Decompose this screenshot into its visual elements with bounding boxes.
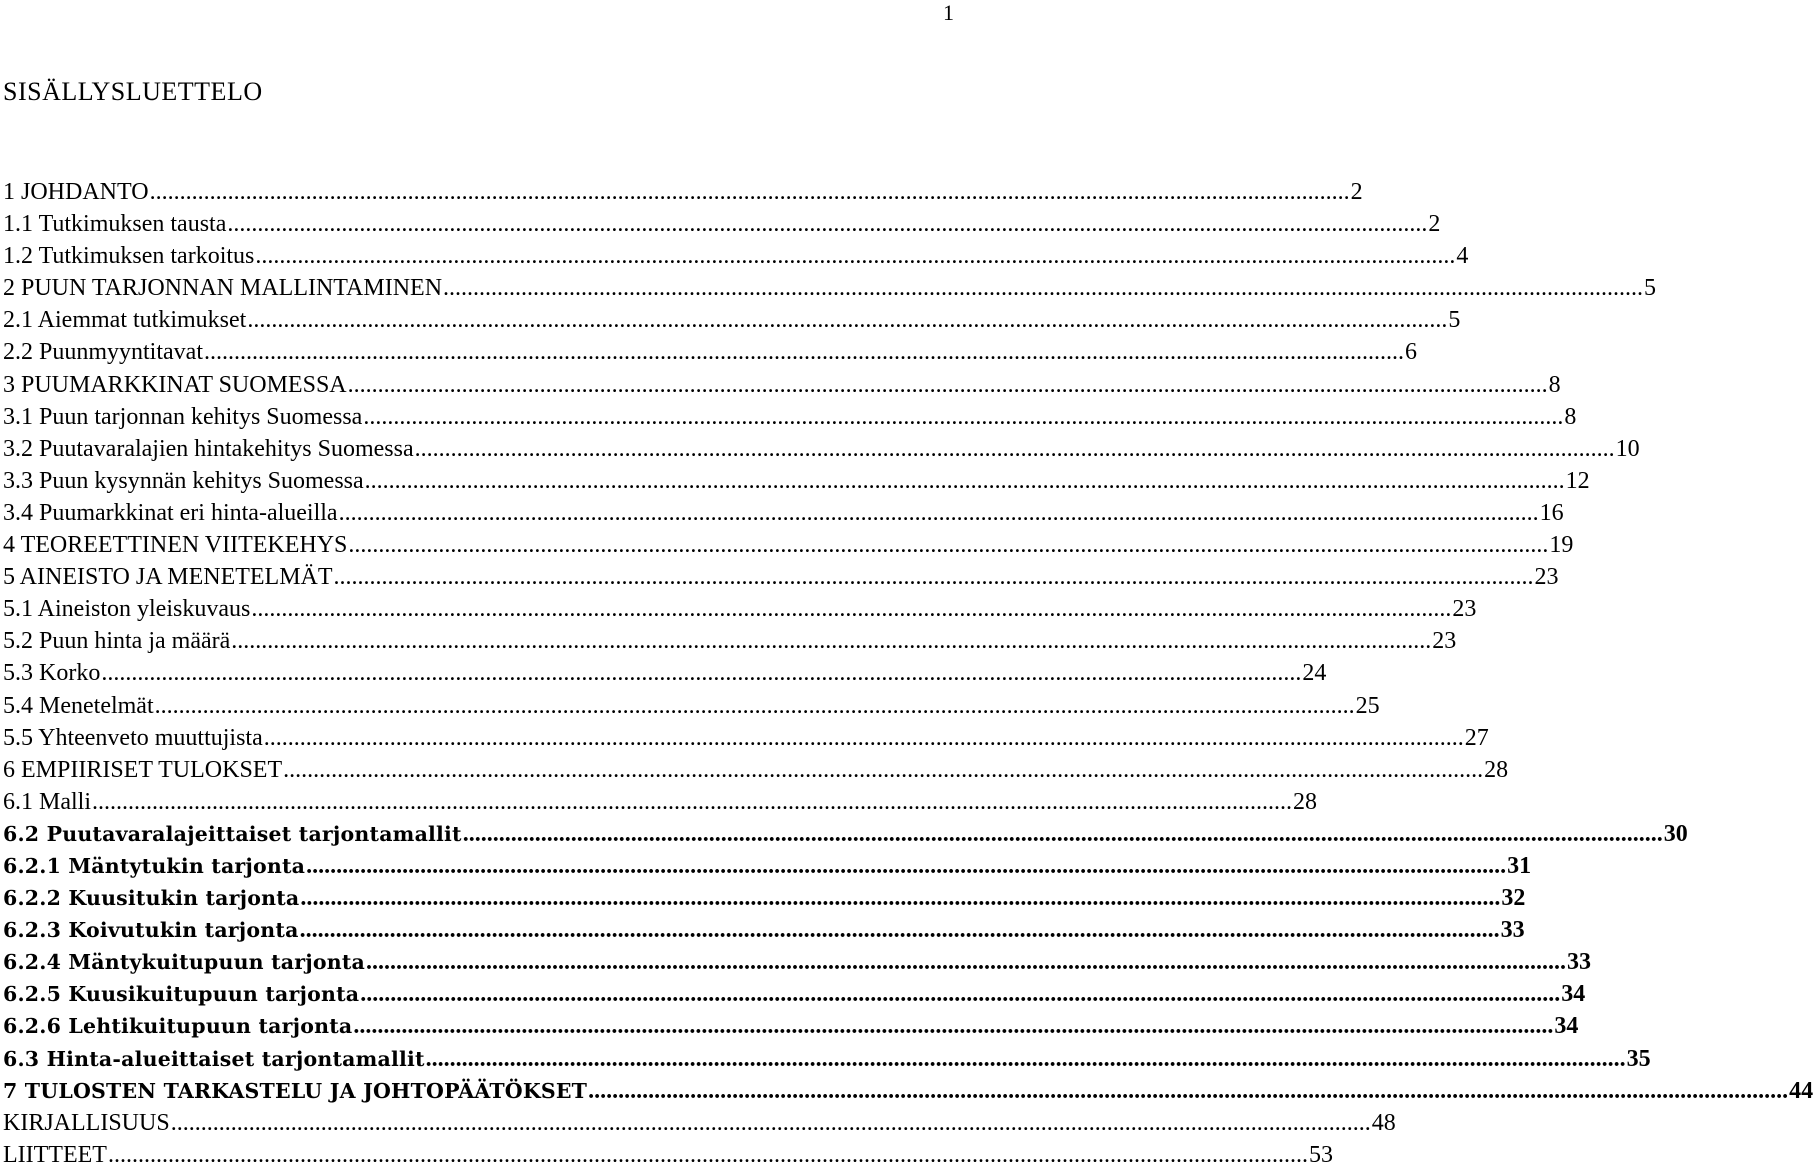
toc-entry-page-number: 34 [1561, 981, 1586, 1008]
page-title: SISÄLLYSLUETTELO [3, 77, 263, 106]
toc-entry-page-number: 53 [1308, 1141, 1333, 1168]
toc-entry-page-number: 8 [1564, 403, 1577, 430]
toc-entry[interactable] [3, 529, 1574, 561]
toc-entry-label: 2.2 Puunmyyntitavat [3, 339, 203, 366]
toc-entry[interactable] [3, 818, 1688, 850]
toc-entry-page-number: 12 [1565, 467, 1590, 494]
toc-entry-page-number: 23 [1534, 564, 1559, 591]
toc-entry[interactable] [3, 497, 1564, 529]
toc-entry-page-number: 10 [1615, 435, 1640, 462]
toc-entry-page-number: 5 [1644, 275, 1657, 302]
dot-leader [463, 818, 1663, 850]
toc-entry-page-number: 2 [1428, 211, 1441, 238]
toc-entry-page-number: 44 [1789, 1077, 1813, 1104]
dot-leader [306, 850, 1506, 882]
toc-entry[interactable] [3, 690, 1380, 722]
toc-entry-page-number: 30 [1663, 820, 1688, 847]
toc-entry[interactable] [3, 593, 1477, 625]
toc-entry[interactable] [3, 369, 1561, 401]
toc-entry-label: 3.4 Puumarkkinat eri hinta-alueilla [3, 499, 338, 526]
toc-entry-page-number: 6 [1405, 339, 1417, 366]
toc-entry[interactable] [3, 625, 1457, 657]
toc-entry-label: 6.2.6 Lehtikuitupuun tarjonta [3, 1014, 353, 1039]
toc-entry-label: KIRJALLISUUS [3, 1109, 170, 1136]
toc-entry-label: 2.1 Aiemmat tutkimukset [3, 307, 247, 334]
table-of-contents [3, 176, 1813, 1171]
toc-entry-label: 5 AINEISTO JA MENETELMÄT [3, 564, 333, 591]
toc-entry-page-number: 35 [1626, 1045, 1651, 1072]
toc-entry-page-number: 31 [1507, 852, 1532, 879]
toc-entry-page-number: 23 [1452, 596, 1477, 623]
toc-entry-page-number: 28 [1293, 788, 1317, 815]
toc-entry[interactable] [3, 786, 1317, 818]
toc-entry[interactable] [3, 1075, 1813, 1107]
toc-entry[interactable] [3, 754, 1509, 786]
toc-entry-page-number: 48 [1371, 1109, 1396, 1136]
toc-entry[interactable] [3, 1010, 1579, 1042]
dot-leader [231, 625, 1431, 657]
toc-entry[interactable] [3, 336, 1417, 368]
dot-leader [171, 1107, 1371, 1139]
toc-entry[interactable] [3, 882, 1526, 914]
toc-entry-label: 1 JOHDANTO [3, 179, 149, 205]
toc-entry-page-number: 19 [1549, 532, 1574, 559]
toc-entry[interactable] [3, 978, 1586, 1010]
toc-entry-label: 6.2 Puutavaralajeittaiset tarjontamallit [3, 821, 462, 846]
toc-entry-label: 1.1 Tutkimuksen tausta [3, 211, 227, 238]
toc-entry-page-number: 34 [1554, 1013, 1579, 1040]
toc-entry-label: 4 TEOREETTINEN VIITEKEHYS [3, 532, 348, 559]
dot-leader [353, 1010, 1553, 1042]
dot-leader [588, 1075, 1788, 1107]
dot-leader [415, 433, 1615, 465]
toc-entry[interactable] [3, 914, 1525, 946]
toc-entry[interactable] [3, 433, 1640, 465]
dot-leader [92, 786, 1292, 818]
dot-leader [363, 401, 1563, 433]
dot-leader [264, 722, 1464, 754]
dot-leader [227, 208, 1427, 240]
dot-leader [255, 240, 1455, 272]
dot-leader [348, 369, 1548, 401]
dot-leader [300, 914, 1500, 946]
dot-leader [283, 754, 1483, 786]
toc-entry[interactable] [3, 657, 1327, 689]
toc-entry-page-number: 24 [1302, 660, 1327, 687]
dot-leader [426, 1043, 1626, 1075]
dot-leader [443, 272, 1643, 304]
toc-entry-page-number: 16 [1539, 499, 1564, 526]
toc-entry-label: 5.4 Menetelmät [3, 692, 154, 719]
dot-leader [339, 497, 1539, 529]
toc-entry-label: 5.1 Aineiston yleiskuvaus [3, 596, 251, 623]
toc-entry-label: 6.2.4 Mäntykuitupuun tarjonta [3, 950, 366, 975]
toc-entry[interactable] [3, 240, 1469, 272]
toc-entry-page-number: 32 [1501, 885, 1526, 912]
toc-entry-label: 5.5 Yhteenveto muuttujista [3, 724, 263, 751]
toc-entry-page-number: 27 [1464, 724, 1489, 751]
toc-entry-label: 3.3 Puun kysynnän kehitys Suomessa [3, 467, 364, 494]
toc-entry-page-number: 5 [1448, 307, 1461, 334]
toc-entry[interactable] [3, 176, 1363, 208]
toc-entry-label: 6.2.1 Mäntytukin tarjonta [3, 853, 306, 878]
dot-leader [366, 946, 1566, 978]
toc-entry-label: 6.3 Hinta-alueittaiset tarjontamallit [3, 1046, 425, 1071]
toc-entry-label: 6.2.3 Koivutukin tarjonta [3, 918, 299, 943]
dot-leader [300, 882, 1500, 914]
dot-leader [334, 561, 1534, 593]
dot-leader [247, 304, 1447, 336]
toc-entry-label: 6.2.5 Kuusikuitupuun tarjonta [3, 982, 360, 1007]
toc-entry-label: 5.3 Korko [3, 660, 101, 687]
toc-entry[interactable] [3, 208, 1441, 240]
toc-entry[interactable] [3, 304, 1461, 336]
dot-leader [204, 336, 1404, 368]
dot-leader [251, 593, 1451, 625]
toc-entry-page-number: 28 [1484, 756, 1509, 783]
toc-entry-label: 1.2 Tutkimuksen tarkoitus [3, 243, 255, 270]
toc-entry[interactable] [3, 1107, 1396, 1139]
toc-entry-page-number: 23 [1432, 628, 1457, 655]
toc-entry-page-number: 4 [1456, 243, 1469, 270]
toc-entry-label: 6.1 Malli [3, 788, 91, 815]
toc-entry[interactable] [3, 1043, 1651, 1075]
dot-leader [365, 465, 1565, 497]
toc-entry-label: 6.2.2 Kuusitukin tarjonta [3, 886, 300, 911]
toc-entry-label: 2 PUUN TARJONNAN MALLINTAMINEN [3, 275, 443, 302]
dot-leader [360, 978, 1560, 1010]
dot-leader [101, 657, 1301, 689]
toc-entry-label: 3 PUUMARKKINAT SUOMESSA [3, 371, 347, 398]
toc-entry[interactable] [3, 850, 1532, 882]
toc-entry-label: 5.2 Puun hinta ja määrä [3, 628, 231, 655]
page-number: 1 [943, 0, 954, 25]
toc-entry[interactable] [3, 272, 1657, 304]
toc-entry-page-number: 8 [1548, 371, 1561, 398]
toc-entry[interactable] [3, 722, 1489, 754]
toc-entry-page-number: 25 [1355, 692, 1380, 719]
toc-entry-page-number: 33 [1500, 917, 1525, 944]
dot-leader [150, 176, 1350, 208]
toc-entry[interactable] [3, 561, 1559, 593]
toc-entry[interactable] [3, 946, 1592, 978]
toc-entry[interactable] [3, 401, 1577, 433]
toc-entry-label: 3.1 Puun tarjonnan kehitys Suomessa [3, 403, 363, 430]
dot-leader [348, 529, 1548, 561]
toc-entry-label: 6 EMPIIRISET TULOKSET [3, 756, 283, 783]
toc-entry-label: 7 TULOSTEN TARKASTELU JA JOHTOPÄÄTÖKSET [3, 1078, 588, 1103]
toc-entry-label: 3.2 Puutavaralajien hintakehitys Suomessa [3, 435, 414, 462]
dot-leader [108, 1139, 1308, 1171]
toc-entry-label: LIITTEET [3, 1141, 107, 1168]
dot-leader [155, 690, 1355, 722]
toc-entry[interactable] [3, 1139, 1333, 1171]
toc-entry-page-number: 33 [1567, 949, 1592, 976]
toc-entry[interactable] [3, 465, 1590, 497]
toc-entry-page-number: 2 [1350, 179, 1363, 205]
